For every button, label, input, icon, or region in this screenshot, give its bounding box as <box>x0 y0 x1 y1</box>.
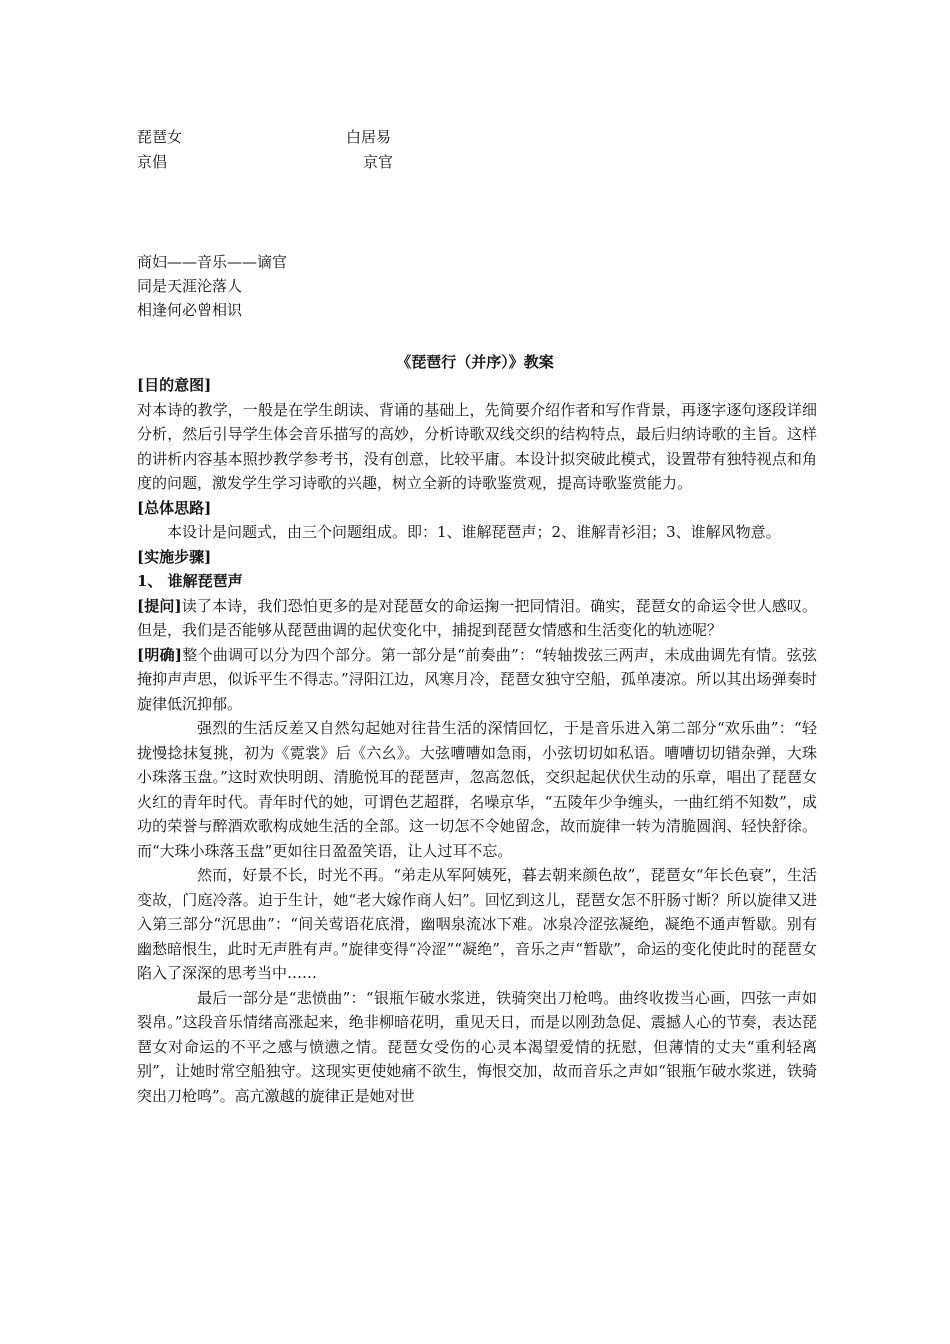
board-row2-left: 京倡 <box>137 153 168 171</box>
overall-heading: [总体思路] <box>137 498 212 517</box>
question-label: [提问] <box>137 596 182 615</box>
board-row2-right: 京官 <box>363 153 394 171</box>
step1-heading: 1、 谁解琵琶声 <box>137 572 243 590</box>
board-row1-right: 白居易 <box>346 128 392 146</box>
document-body <box>137 373 817 1108</box>
clarify-text: 整个曲调可以分为四个部分。第一部分是“前奏曲”：“转轴拨弦三两声，未成曲调先有情。弦弦掩抑声声思，似诉平生不得志。”浔阳江边，风寒月冷，琵琶女独守空船，孤单凄凉。所以其出场弹奏时旋律低沉抑郁。 <box>137 645 817 713</box>
document-title: 《琵琶行（并序）》教案 <box>396 353 554 371</box>
board-line-3: 相逢何必曾相识 <box>137 301 243 319</box>
purpose-paragraph: 对本诗的教学，一般是在学生朗读、背诵的基础上，先简要介绍作者和写作背景，再逐字逐句逐段详细分析，然后引导学生体会音乐描写的高妙，分析诗歌双线交织的结构特点，最后归纳诗歌的主旨。这样的讲析内容基本照抄教学参考书，没有创意，比较平庸。本设计拟突破此模式，设置带有独特视点和角度的问题，激发学生学习诗歌的兴趣，树立全新的诗歌鉴赏观，提高诗歌鉴赏能力。 <box>137 400 817 492</box>
question-text: 读了本诗，我们恐怕更多的是对琵琶女的命运掬一把同情泪。确实，琵琶女的命运令世人感叹。但是，我们是否能够从琵琶曲调的起伏变化中，捕捉到琵琶女情感和生活变化的轨迹呢？ <box>137 596 817 639</box>
paragraph-4: 最后一部分是“悲愤曲”：“银瓶乍破水浆迸，铁骑突出刀枪鸣。曲终收拨当心画，四弦一声如裂帛。”这段音乐情绪高涨起来，绝非柳暗花明，重见天日，而是以刚劲急促、震撼人心的节奏，表达琵琶女对命运的不平之感与愤懑之情。琵琶女受伤的心灵本渴望爱情的抚慰，但薄情的丈夫“重利轻离别”，让她时常空船独守。这现实更使她痛不欲生，悔恨交加，故而音乐之声如“银瓶乍破水浆迸，铁骑突出刀枪鸣”。高亢激越的旋律正是她对世 <box>137 988 817 1105</box>
clarify-paragraph <box>137 643 817 717</box>
paragraph-3: 然而，好景不长，时光不再。“弟走从军阿姨死，暮去朝来颜色故”，琵琶女“年长色衰”，生活变故，门庭冷落。迫于生计，她“老大嫁作商人妇”。回忆到这儿，琵琶女怎不肝肠寸断？所以旋律又进入第三部分“沉思曲”：“间关莺语花底滑，幽咽泉流冰下难。冰泉冷涩弦凝绝，凝绝不通声暂歇。别有幽愁暗恨生，此时无声胜有声。”旋律变得“冷涩”“凝绝”，音乐之声“暂歇”，命运的变化使此时的琵琶女陷入了深深的思考当中…… <box>137 866 817 982</box>
overall-paragraph: 本设计是问题式，由三个问题组成。即：1、谁解琵琶声；2、谁解青衫泪；3、谁解风物意。 <box>167 523 781 541</box>
board-row1-left: 琵琶女 <box>137 128 183 146</box>
clarify-label: [明确] <box>137 645 183 664</box>
board-line-2: 同是天涯沦落人 <box>137 277 243 295</box>
paragraph-2: 强烈的生活反差又自然勾起她对往昔生活的深情回忆，于是音乐进入第二部分“欢乐曲”：“轻拢慢捻抹复挑，初为《霓裳》后《六幺》。大弦嘈嘈如急雨，小弦切切如私语。嘈嘈切切错杂弹，大珠小珠落玉盘。”这时欢快明朗、清脆悦耳的琵琶声，忽高忽低，交织起起伏伏生动的乐章，唱出了琵琶女火红的青年时代。青年时代的她，可谓色艺超群，名噪京华，“五陵年少争缠头，一曲红绡不知数”，成功的荣誉与醉酒欢歌构成她生活的全部。这一切怎不令她留念，故而旋律一转为清脆圆润、轻快舒徐。而“大珠小珠落玉盘”更如往日盈盈笑语，让人过耳不忘。 <box>137 719 817 860</box>
board-line-1: 商妇——音乐——谪官 <box>137 253 288 271</box>
purpose-heading: [目的意图] <box>137 376 212 394</box>
steps-heading: [实施步骤] <box>137 547 212 566</box>
question-paragraph <box>137 594 817 643</box>
